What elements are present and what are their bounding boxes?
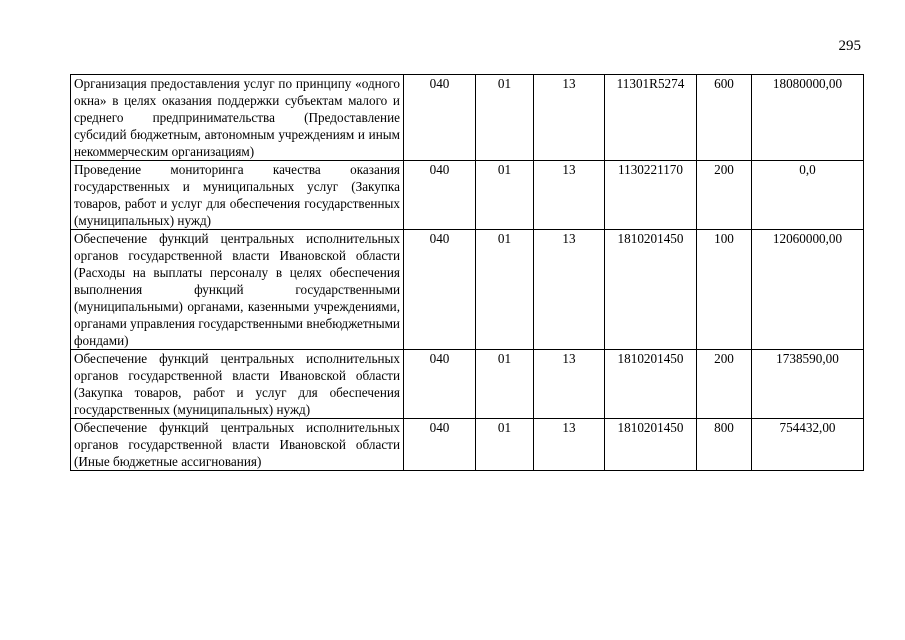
amount: 18080000,00 xyxy=(752,75,864,161)
section-code: 01 xyxy=(476,350,534,419)
table-row xyxy=(71,75,864,161)
table-row xyxy=(71,350,864,419)
subsection-code: 13 xyxy=(534,75,605,161)
row-description: Обеспечение функций центральных исполнительных органов государственной власти Ивановской области (Расходы на выплаты персоналу в целях обеспечения выполнения функций государственными (муниципальными) органами, казенными учреждениями, органами управления государственными внебюджетными фондами) xyxy=(71,230,404,350)
target-article-code: 1810201450 xyxy=(605,350,697,419)
expense-type-code: 800 xyxy=(697,419,752,471)
section-code: 01 xyxy=(476,230,534,350)
row-description: Организация предоставления услуг по принципу «одного окна» в целях оказания поддержки субъектам малого и среднего предпринимательства (Предоставление субсидий бюджетным, автономным учреждениям и иным некоммерческим организациям) xyxy=(71,75,404,161)
expense-type-code: 100 xyxy=(697,230,752,350)
section-code: 01 xyxy=(476,419,534,471)
subsection-code: 13 xyxy=(534,350,605,419)
subsection-code: 13 xyxy=(534,230,605,350)
budget-table xyxy=(70,74,864,471)
target-article-code: 1810201450 xyxy=(605,419,697,471)
page-number: 295 xyxy=(838,38,861,54)
target-article-code: 1130221170 xyxy=(605,161,697,230)
table-row xyxy=(71,230,864,350)
amount: 0,0 xyxy=(752,161,864,230)
section-code: 01 xyxy=(476,75,534,161)
expense-type-code: 600 xyxy=(697,75,752,161)
row-description: Обеспечение функций центральных исполнительных органов государственной власти Ивановской области (Закупка товаров, работ и услуг для обеспечения государственных (муниципальных) нужд) xyxy=(71,350,404,419)
target-article-code: 1810201450 xyxy=(605,230,697,350)
ministry-code: 040 xyxy=(404,350,476,419)
row-description: Обеспечение функций центральных исполнительных органов государственной власти Ивановской области (Иные бюджетные ассигнования) xyxy=(71,419,404,471)
amount: 754432,00 xyxy=(752,419,864,471)
ministry-code: 040 xyxy=(404,230,476,350)
subsection-code: 13 xyxy=(534,161,605,230)
ministry-code: 040 xyxy=(404,419,476,471)
table-row xyxy=(71,161,864,230)
expense-type-code: 200 xyxy=(697,161,752,230)
target-article-code: 11301R5274 xyxy=(605,75,697,161)
table-row xyxy=(71,419,864,471)
expense-type-code: 200 xyxy=(697,350,752,419)
subsection-code: 13 xyxy=(534,419,605,471)
section-code: 01 xyxy=(476,161,534,230)
ministry-code: 040 xyxy=(404,75,476,161)
amount: 1738590,00 xyxy=(752,350,864,419)
amount: 12060000,00 xyxy=(752,230,864,350)
ministry-code: 040 xyxy=(404,161,476,230)
row-description: Проведение мониторинга качества оказания государственных и муниципальных услуг (Закупка товаров, работ и услуг для обеспечения государственных (муниципальных) нужд) xyxy=(71,161,404,230)
